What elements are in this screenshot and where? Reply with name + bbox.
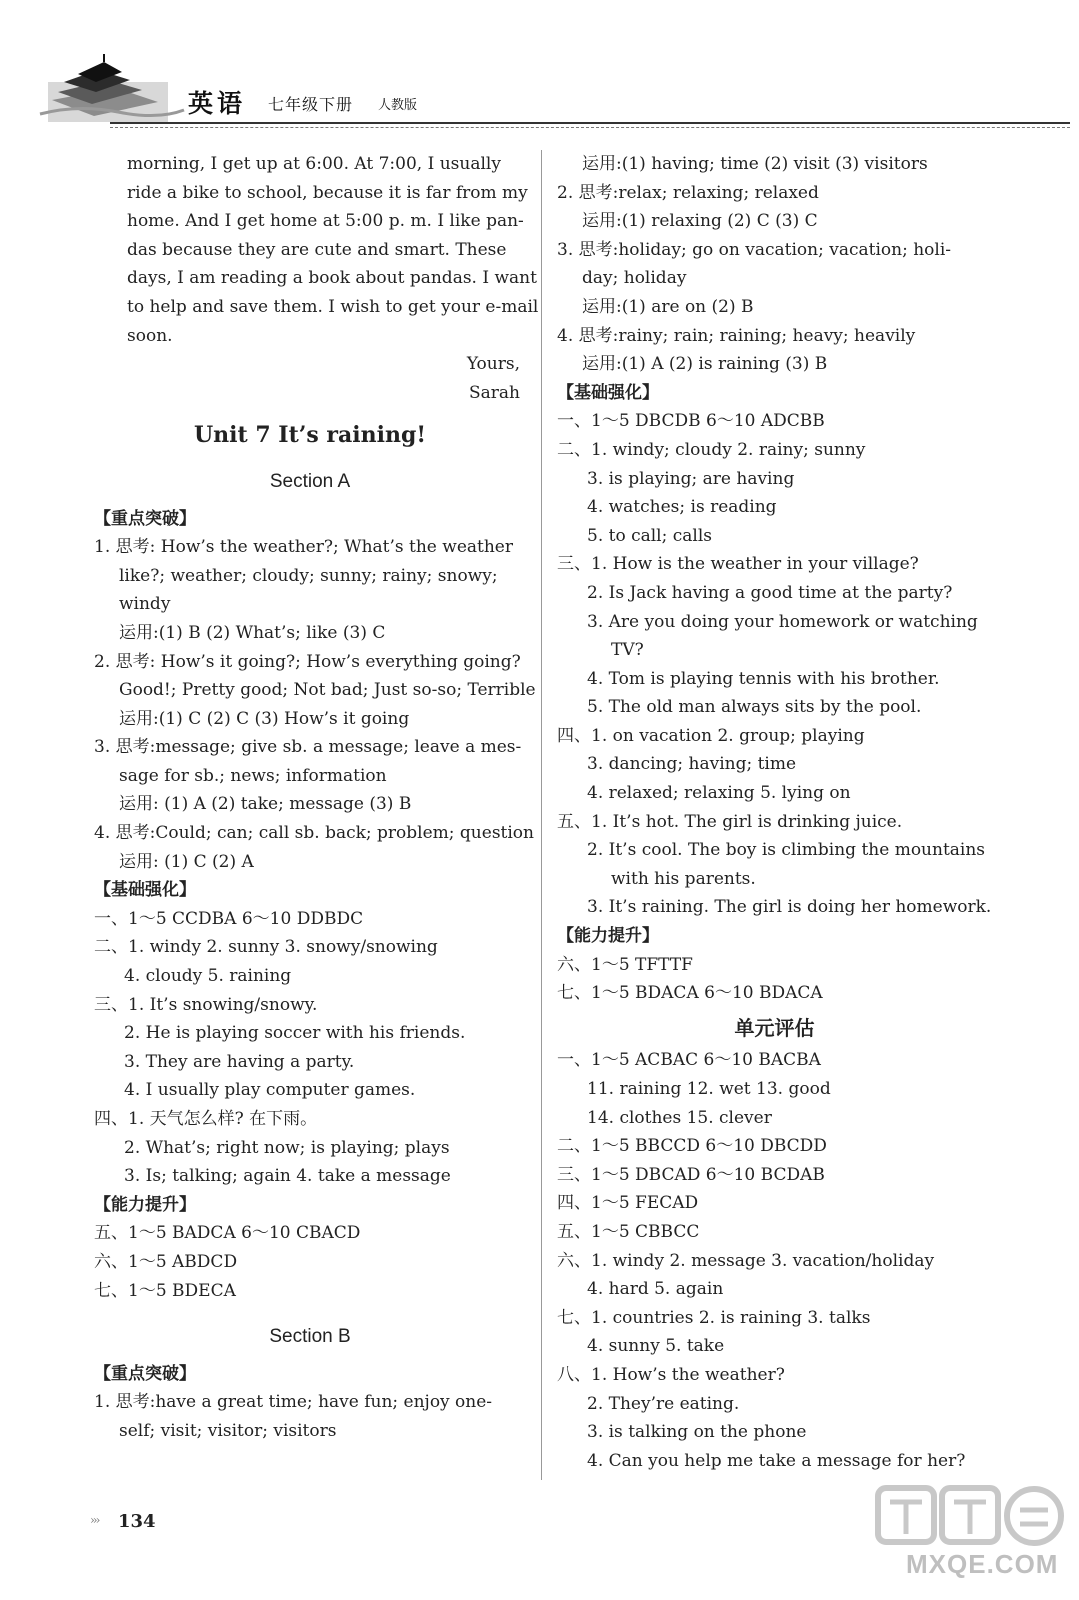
answer-line: 运用:(1) B (2) What’s; like (3) C: [119, 622, 386, 643]
letter-line: morning, I get up at 6:00. At 7:00, I usually: [127, 154, 501, 174]
answer-line: 3. 思考:message; give sb. a message; leave a mes-: [94, 737, 522, 758]
answer-line: 七、1～5 BDACA 6～10 BDACA: [557, 983, 823, 1004]
answer-line: 4. cloudy 5. raining: [124, 966, 292, 987]
answer-line: 八、1. How’s the weather?: [557, 1364, 785, 1385]
unit-title: Unit 7 It’s raining!: [193, 422, 427, 449]
section-b-title: Section B: [269, 1326, 351, 1348]
answer-line: day; holiday: [582, 268, 687, 289]
watermark-text: MXQE.COM: [906, 1549, 1059, 1579]
letter-line: soon.: [127, 325, 173, 346]
heading-key-points: 【重点突破】: [94, 508, 196, 529]
answer-line: 二、1. windy 2. sunny 3. snowy/snowing: [94, 937, 438, 958]
answer-line: self; visit; visitor; visitors: [119, 1420, 337, 1441]
subject-title: 英语: [188, 89, 247, 118]
answer-line: 运用:(1) are on (2) B: [582, 296, 754, 317]
header-rule-dashed: [110, 127, 1070, 128]
answer-line: Good!; Pretty good; Not bad; Just so-so; Terrible: [119, 680, 536, 701]
answer-line: 3. dancing; having; time: [587, 754, 797, 775]
answer-line: 3. Is; talking; again 4. take a message: [124, 1166, 451, 1187]
letter-line: home. And I get home at 5:00 p. m. I like pan-: [127, 211, 524, 232]
answer-line: 3. Are you doing your homework or watching: [587, 611, 978, 632]
heading-basic-b: 【基础强化】: [557, 382, 659, 403]
answer-line: 4. 思考:rainy; rain; raining; heavy; heavily: [557, 325, 916, 346]
right-column: [557, 150, 992, 1475]
answer-line: 四、1. on vacation 2. group; playing: [557, 725, 865, 746]
answer-line: 2. It’s cool. The boy is climbing the mountains: [587, 840, 986, 861]
answer-line: 2. Is Jack having a good time at the party?: [587, 582, 953, 603]
answer-line: 四、1～5 FECAD: [557, 1193, 699, 1214]
answer-line: 五、1. It’s hot. The girl is drinking juice.: [557, 811, 903, 832]
answer-line: 3. is talking on the phone: [587, 1422, 807, 1443]
letter-line: das because they are cute and smart. These: [127, 239, 507, 260]
letter-body: [94, 150, 539, 350]
answer-line: 三、1～5 DBCAD 6～10 BCDAB: [557, 1164, 825, 1185]
answer-line: TV?: [611, 640, 644, 661]
answer-line: 运用:(1) relaxing (2) C (3) C: [582, 211, 818, 232]
answer-line: 2. They’re eating.: [587, 1393, 740, 1414]
answer-line: 一、1～5 CCDBA 6～10 DDBDC: [94, 908, 364, 929]
answer-line: 一、1～5 DBCDB 6～10 ADCBB: [557, 411, 825, 432]
books-graduation-cap-icon: [38, 52, 188, 130]
section-a-title: Section A: [269, 470, 351, 492]
page-arrows-icon: ›››: [90, 1513, 99, 1527]
edition-label: 人教版: [378, 98, 418, 113]
answer-line: 五、1～5 BADCA 6～10 CBACD: [94, 1223, 361, 1244]
column-divider: [541, 150, 542, 1480]
answer-line: 四、1. 天气怎么样? 在下雨。: [94, 1109, 318, 1129]
page-number: 134: [118, 1511, 156, 1532]
answer-line: 4. sunny 5. take: [587, 1336, 725, 1357]
answer-line: 5. to call; calls: [587, 525, 713, 546]
answer-line: 1. 思考:have a great time; have fun; enjoy one-: [94, 1392, 493, 1413]
letter-closing: Yours,: [466, 354, 520, 375]
answer-line: 3. is playing; are having: [587, 468, 795, 489]
answer-line: 运用:(1) having; time (2) visit (3) visitors: [582, 154, 928, 174]
answer-line: 2. What’s; right now; is playing; plays: [124, 1137, 450, 1158]
heading-basic: 【基础强化】: [94, 880, 196, 901]
answer-line: 2. He is playing soccer with his friends.: [124, 1023, 466, 1044]
answer-line: 六、1. windy 2. message 3. vacation/holiday: [557, 1250, 935, 1271]
answer-line: 运用:(1) C (2) C (3) How’s it going: [119, 708, 410, 729]
answer-line: 1. 思考: How’s the weather?; What’s the weather: [94, 537, 513, 558]
answer-line: 七、1. countries 2. is raining 3. talks: [557, 1307, 871, 1328]
answer-line: 4. watches; is reading: [587, 497, 777, 518]
heading-ability-b: 【能力提升】: [557, 926, 659, 947]
answer-line: 3. 思考:holiday; go on vacation; vacation; holi-: [557, 239, 952, 260]
answer-line: 14. clothes 15. clever: [587, 1107, 772, 1128]
answer-line: 七、1～5 BDECA: [94, 1280, 236, 1301]
unit-evaluation-title: 单元评估: [734, 1015, 815, 1040]
answer-line: 4. hard 5. again: [587, 1279, 724, 1300]
answer-line: 2. 思考: How’s it going?; How’s everything going?: [94, 651, 521, 672]
answer-line: 4. I usually play computer games.: [124, 1080, 416, 1101]
answer-line: 2. 思考:relax; relaxing; relaxed: [557, 182, 819, 203]
answer-line: 二、1. windy; cloudy 2. rainy; sunny: [557, 439, 866, 460]
answer-line: 4. relaxed; relaxing 5. lying on: [587, 783, 851, 804]
letter-line: to help and save them. I wish to get your e-mail: [127, 296, 539, 317]
page-header: [0, 0, 1079, 140]
answer-line: with his parents.: [611, 868, 756, 889]
answer-line: 4. 思考:Could; can; call sb. back; problem; question: [94, 823, 534, 844]
answer-line: 六、1～5 ABDCD: [94, 1251, 238, 1272]
answer-line: sage for sb.; news; information: [119, 765, 387, 786]
answer-line: 六、1～5 TFTTF: [557, 954, 693, 975]
answer-line: like?; weather; cloudy; sunny; rainy; snowy;: [119, 565, 498, 586]
heading-key-points-b: 【重点突破】: [94, 1363, 196, 1384]
heading-ability: 【能力提升】: [94, 1194, 196, 1215]
letter-line: ride a bike to school, because it is far from my: [127, 182, 528, 203]
answer-line: windy: [119, 594, 171, 615]
answer-line: 运用: (1) C (2) A: [119, 851, 254, 872]
letter-line: days, I am reading a book about pandas. I want: [127, 268, 537, 289]
answer-line: 一、1～5 ACBAC 6～10 BACBA: [557, 1050, 821, 1071]
answer-line: 4. Can you help me take a message for her?: [587, 1450, 966, 1471]
answer-line: 运用:(1) A (2) is raining (3) B: [582, 354, 828, 375]
answer-line: 5. The old man always sits by the pool.: [587, 697, 922, 718]
answer-line: 4. Tom is playing tennis with his brother.: [587, 668, 940, 689]
answer-line: 五、1～5 CBBCC: [557, 1221, 700, 1242]
header-rule: [110, 122, 1070, 124]
answer-line: 3. They are having a party.: [124, 1051, 355, 1072]
answer-line: 三、1. How is the weather in your village?: [557, 554, 919, 575]
answer-line: 11. raining 12. wet 13. good: [587, 1079, 831, 1099]
grade-label: 七年级下册: [268, 95, 354, 114]
answer-line: 3. It’s raining. The girl is doing her homework.: [587, 897, 992, 918]
answer-line: 运用: (1) A (2) take; message (3) B: [119, 794, 412, 815]
left-column: [94, 150, 539, 1446]
letter-signature: Sarah: [469, 382, 520, 403]
answer-line: 三、1. It’s snowing/snowy.: [94, 994, 318, 1015]
answer-line: 二、1～5 BBCCD 6～10 DBCDD: [557, 1136, 827, 1157]
